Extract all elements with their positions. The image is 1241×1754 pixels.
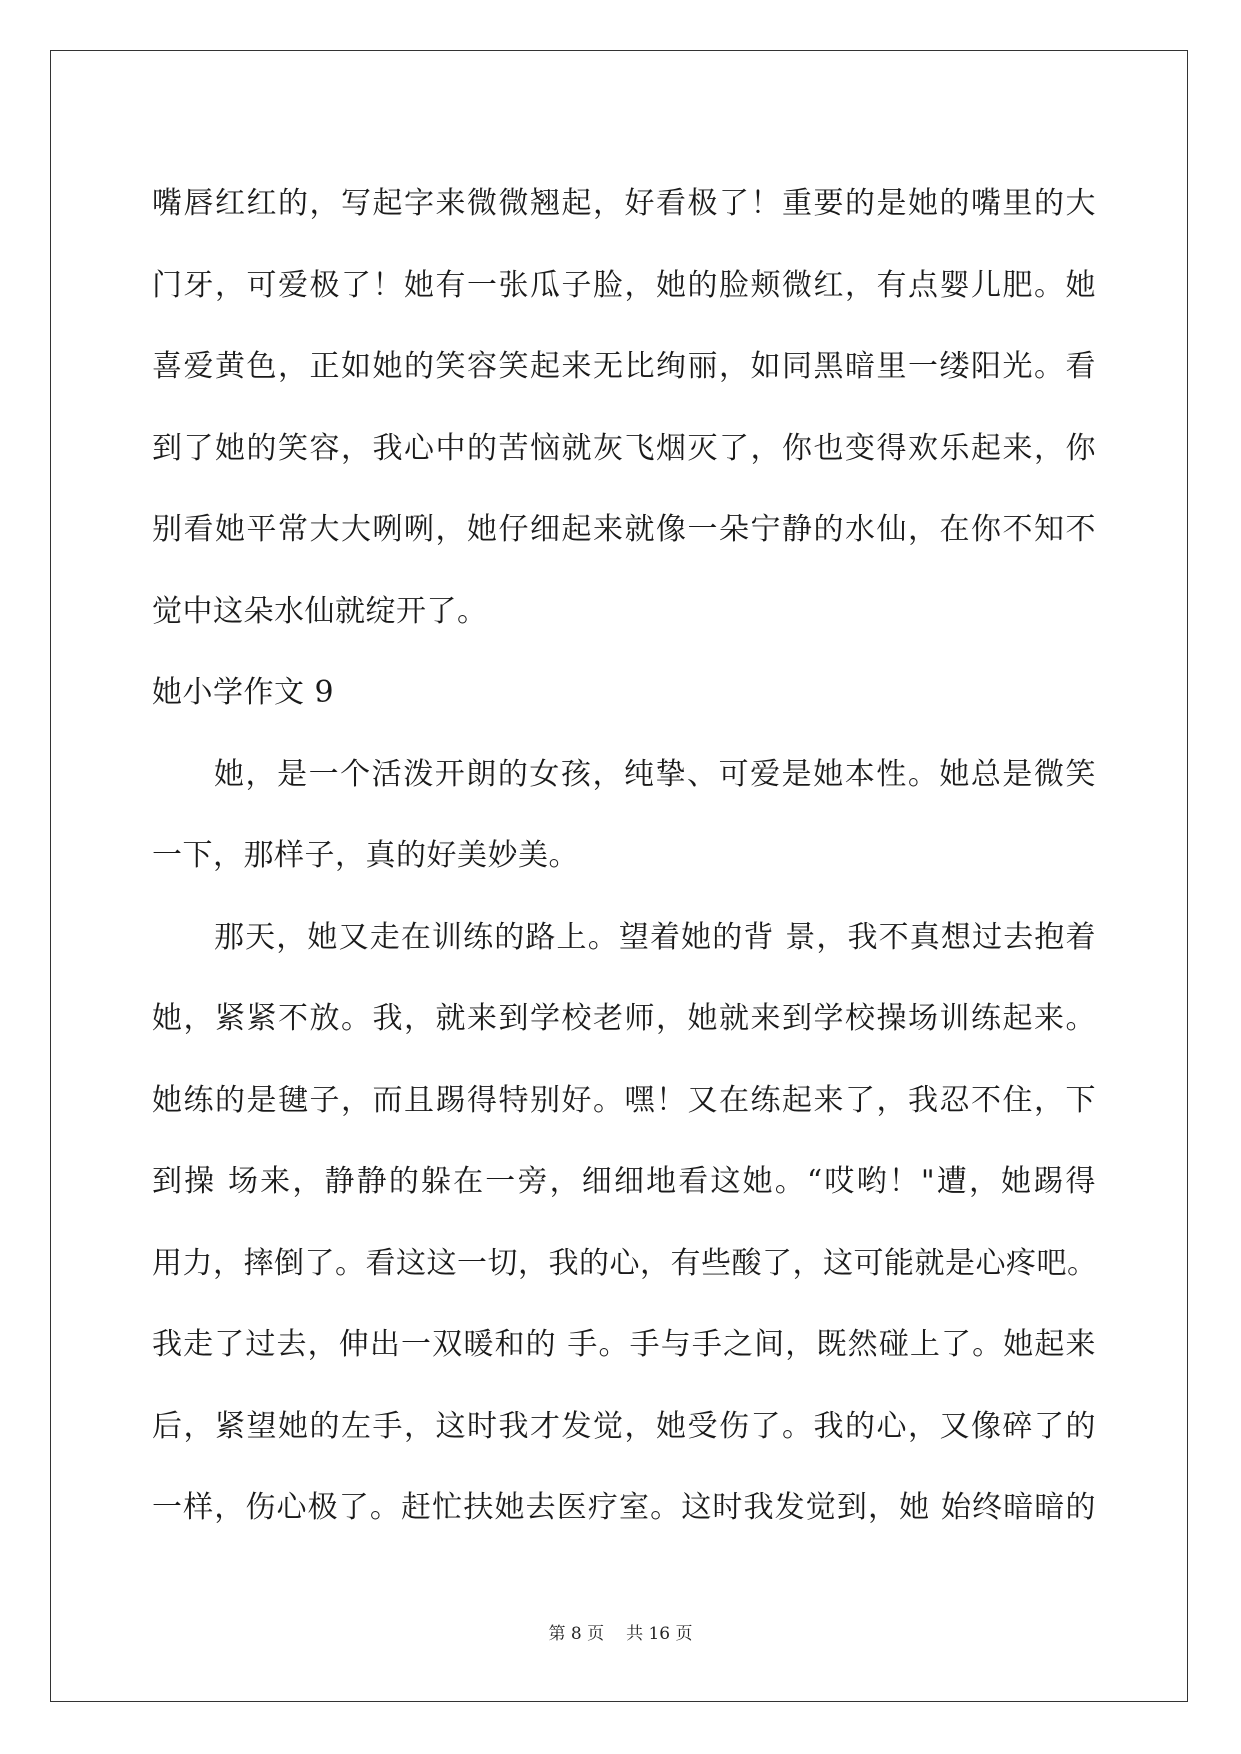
text-line: 觉中这朵水仙就绽开了。 xyxy=(152,593,488,629)
text-line: 她，紧紧不放。我，就来到学校老师，她就来到学校操场训练起来。 xyxy=(152,1001,1096,1036)
text-line: 一下，那样子，真的好美妙美。 xyxy=(152,838,579,873)
text-line: 嘴唇红红的，写起字来微微翘起，好看极了！重要的是她的嘴里的大 xyxy=(152,186,1096,221)
text-line: 她，是一个活泼开朗的女孩，纯挚、可爱是她本性。她总是微笑 xyxy=(214,756,1096,792)
document-body xyxy=(152,163,1096,1549)
text-line: 用力，摔倒了。看这这一切，我的心，有些酸了，这可能就是心疼吧。 xyxy=(152,1245,1098,1281)
text-line: 她练的是毽子，而且踢得特别好。嘿！又在练起来了，我忍不住，下 xyxy=(152,1082,1096,1118)
text-line: 到操 场来，静静的躲在一旁，细细地看这她。“哎哟！"遭，她踢得 xyxy=(152,1164,1096,1199)
text-line: 后，紧望她的左手，这时我才发觉，她受伤了。我的心，又像碎了的 xyxy=(152,1408,1096,1444)
page-number: 第 8 页 xyxy=(548,1624,605,1644)
text-line: 喜爱黄色，正如她的笑容笑起来无比绚丽，如同黑暗里一缕阳光。看 xyxy=(152,349,1096,384)
text-line: 我走了过去，伸出一双暖和的 手。手与手之间，既然碰上了。她起来 xyxy=(152,1327,1096,1362)
page-total: 共 16 页 xyxy=(626,1624,693,1644)
text-line: 别看她平常大大咧咧，她仔细起来就像一朵宁静的水仙，在你不知不 xyxy=(152,512,1096,547)
text-line: 到了她的笑容，我心中的苦恼就灰飞烟灭了，你也变得欢乐起来，你 xyxy=(152,430,1096,466)
text-line: 那天，她又走在训练的路上。望着她的背 景，我不真想过去抱着 xyxy=(214,919,1096,955)
section-heading: 她小学作文 9 xyxy=(152,675,335,710)
text-line: 一样，伤心极了。赶忙扶她去医疗室。这时我发觉到，她 始终暗暗的 xyxy=(152,1490,1096,1525)
text-line: 门牙，可爱极了！她有一张瓜子脸，她的脸颊微红，有点婴儿肥。她 xyxy=(152,267,1096,303)
page-footer xyxy=(0,1622,1241,1646)
